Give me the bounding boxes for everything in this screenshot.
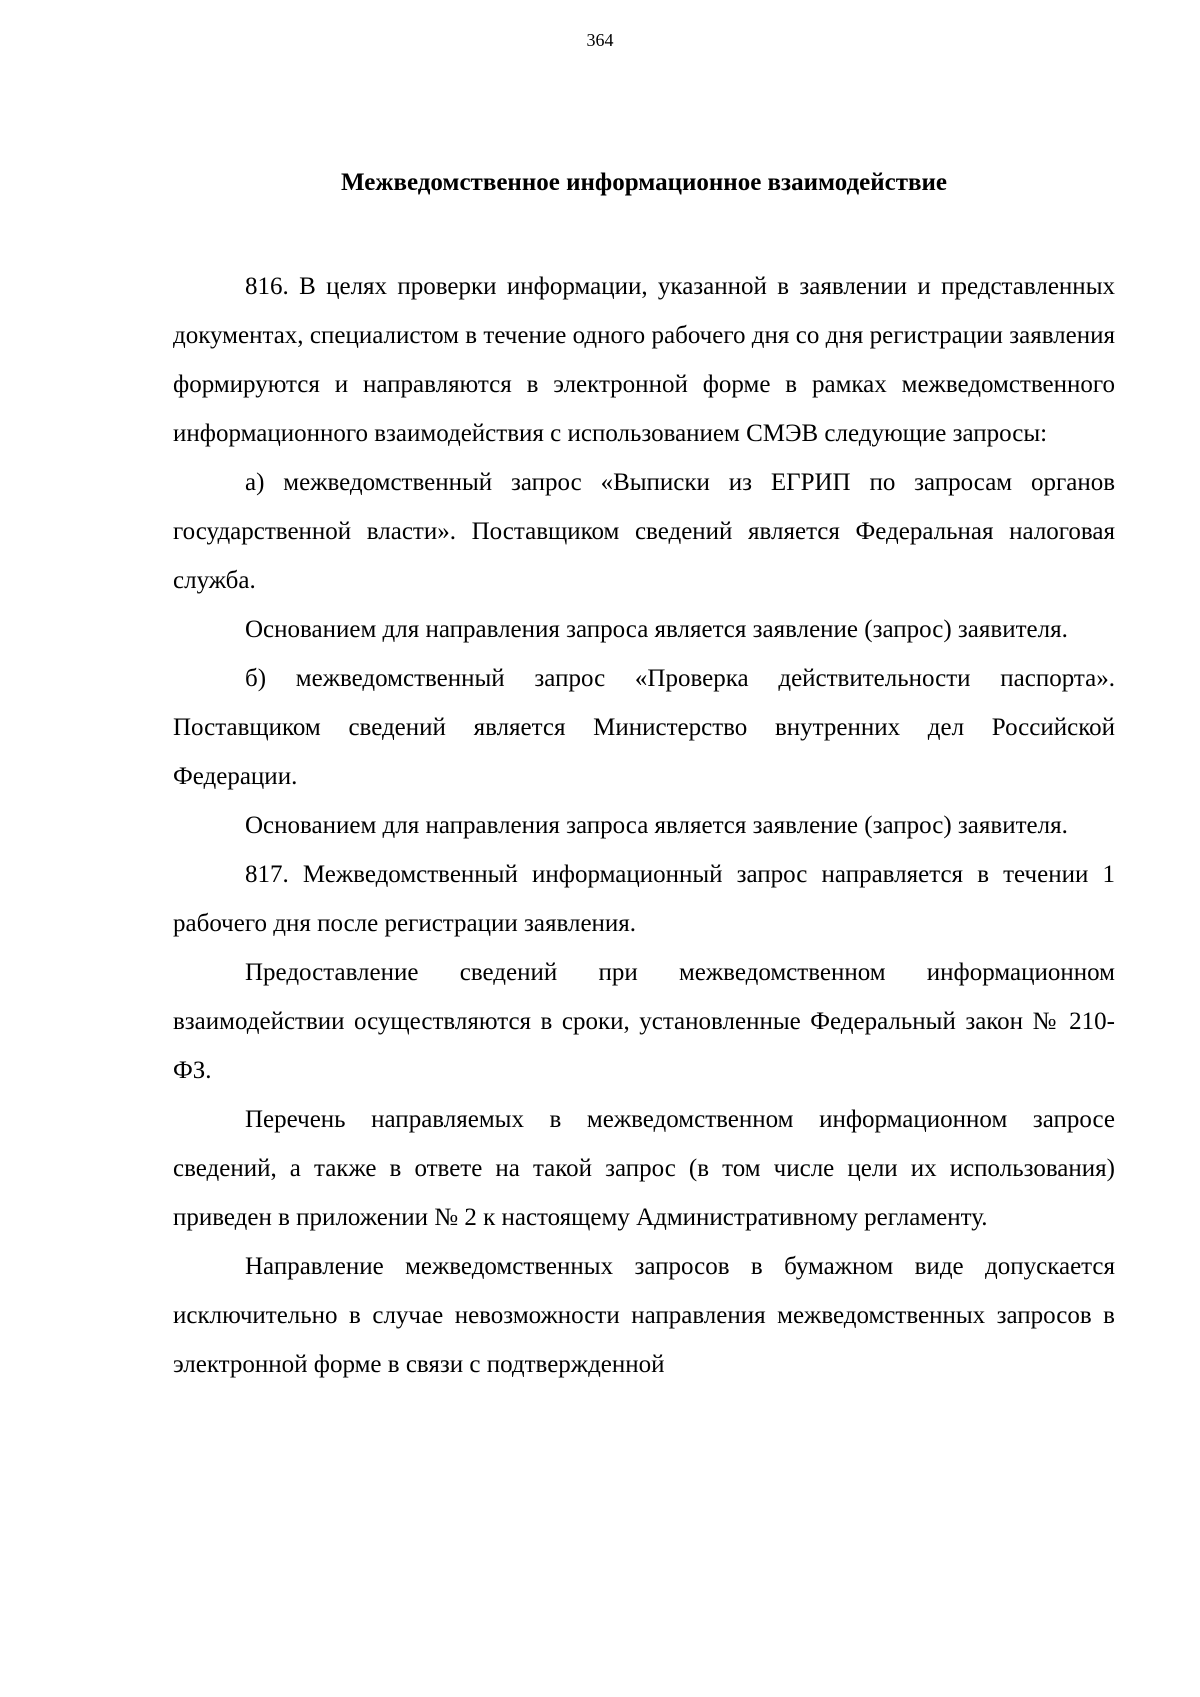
document-body xyxy=(173,158,1115,1389)
paragraph-basis-a: Основанием для направления запроса является заявление (запрос) заявителя. xyxy=(245,616,1068,643)
paragraph-basis-b: Основанием для направления запроса является заявление (запрос) заявителя. xyxy=(245,812,1068,839)
paragraph-paper-requests: Направление межведомственных запросов в бумажном виде допускается исключительно в случае невозможности направления межведомственных запросов в электронной форме в связи с подтвержденной xyxy=(173,1253,1115,1378)
paragraph-list: Перечень направляемых в межведомственном информационном запросе сведений, а также в ответе на такой запрос (в том числе цели их использования) приведен в приложении № 2 к настоящему Административному регламенту. xyxy=(173,1106,1115,1231)
section-heading: Межведомственное информационное взаимодействие xyxy=(341,169,947,196)
paragraph-terms: Предоставление сведений при межведомственном информационном взаимодействии осуществляются в сроки, установленные Федеральный закон № 210-ФЗ. xyxy=(173,959,1115,1084)
paragraph-816-a: а) межведомственный запрос «Выписки из ЕГРИП по запросам органов государственной власти». Поставщиком сведений является Федеральная налоговая служба. xyxy=(173,469,1115,594)
page-number: 364 xyxy=(586,30,614,50)
paragraph-816: 816. В целях проверки информации, указанной в заявлении и представленных документах, специалистом в течение одного рабочего дня со дня регистрации заявления формируются и направляются в электронной форме в рамках межведомственного информационного взаимодействия с использованием СМЭВ следующие запросы: xyxy=(173,273,1115,447)
paragraph-816-b: б) межведомственный запрос «Проверка действительности паспорта». Поставщиком сведений является Министерство внутренних дел Российской Федерации. xyxy=(173,665,1115,790)
paragraph-817: 817. Межведомственный информационный запрос направляется в течении 1 рабочего дня после регистрации заявления. xyxy=(173,861,1115,937)
